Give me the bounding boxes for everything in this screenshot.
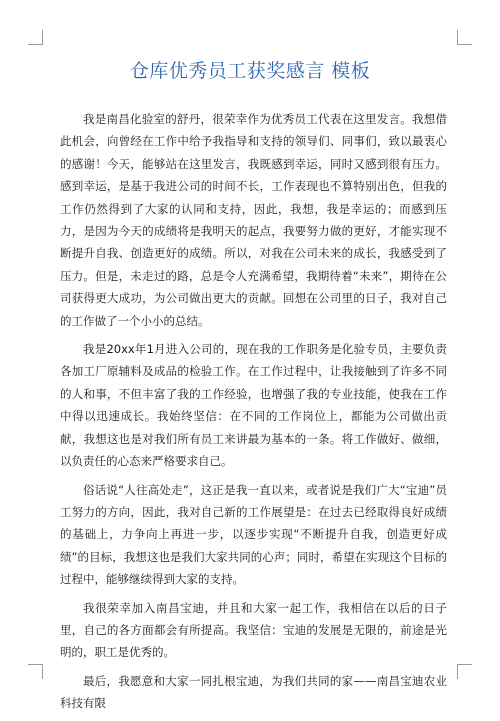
paragraph-5: 最后，我愿意和大家一同扎根宝迪，为我们共同的家——南昌宝迪农业科技有限 [60,673,447,711]
crop-mark-top-left [28,30,43,45]
document-body [60,108,447,721]
crop-mark-bottom-right [457,664,472,679]
paragraph-1: 我是南昌化验室的舒丹，很荣幸作为优秀员工代表在这里发言。我想借此机会，向曾经在工作中给予我指导和支持的领导们、同事们，致以最衷心的感谢！今天，能够站在这里发言，我既感到幸运，同时又感到很有压力。感到幸运，是基于我进公司的时间不长，工作表现也不算特别出色，但我的工作仍然得到了大家的认同和支持，因此，我想，我是幸运的；而感到压力，是因为今天的成绩将是我明天的起点，我要努力做的更好，才能实现不断提升自我、创造更好的成绩。所以，对我在公司未来的成长，我感受到了压力。但是，未走过的路，总是令人充满希望，我期待着“未来”，期待在公司获得更大成功，为公司做出更大的贡献。回想在公司里的日子，我对自己的工作做了一个小小的总结。 [60,112,447,328]
paragraph-4: 我很荣幸加入南昌宝迪，并且和大家一起工作，我相信在以后的日子里，自己的各方面都会有所提高。我坚信：宝迪的发展是无限的，前途是光明的，职工是优秀的。 [60,600,447,660]
document-title: 仓库优秀员工获奖感言 模板 [129,60,371,82]
crop-mark-top-right [457,30,472,45]
paragraph-2: 我是20xx年1月进入公司的，现在我的工作职务是化验专员，主要负责各加工厂原辅料及成品的检验工作。在工作过程中，让我接触到了许多不同的人和事，不但丰富了我的工作经验，也增强了我的专业技能，使我在工作中得以迅速成长。我始终坚信：在不同的工作岗位上，都能为公司做出贡献，我想这也是对我们所有员工来讲最为基本的一条。将工作做好、做细，以负责任的心态来严格要求自己。 [60,342,447,469]
paragraph-3: 俗话说“人往高处走”，这正是我一直以来，或者说是我们广大“宝迪”员工努力的方向，因此，我对自己新的工作展望是：在过去已经取得良好成绩的基础上，力争向上再进一步，以逐步实现“不断提升自我，创造更好成绩”的目标，我想这也是我们大家共同的心声；同时，希望在实现这个目标的过程中，能够继续得到大家的支持。 [60,482,447,587]
crop-mark-bottom-left [28,664,43,679]
